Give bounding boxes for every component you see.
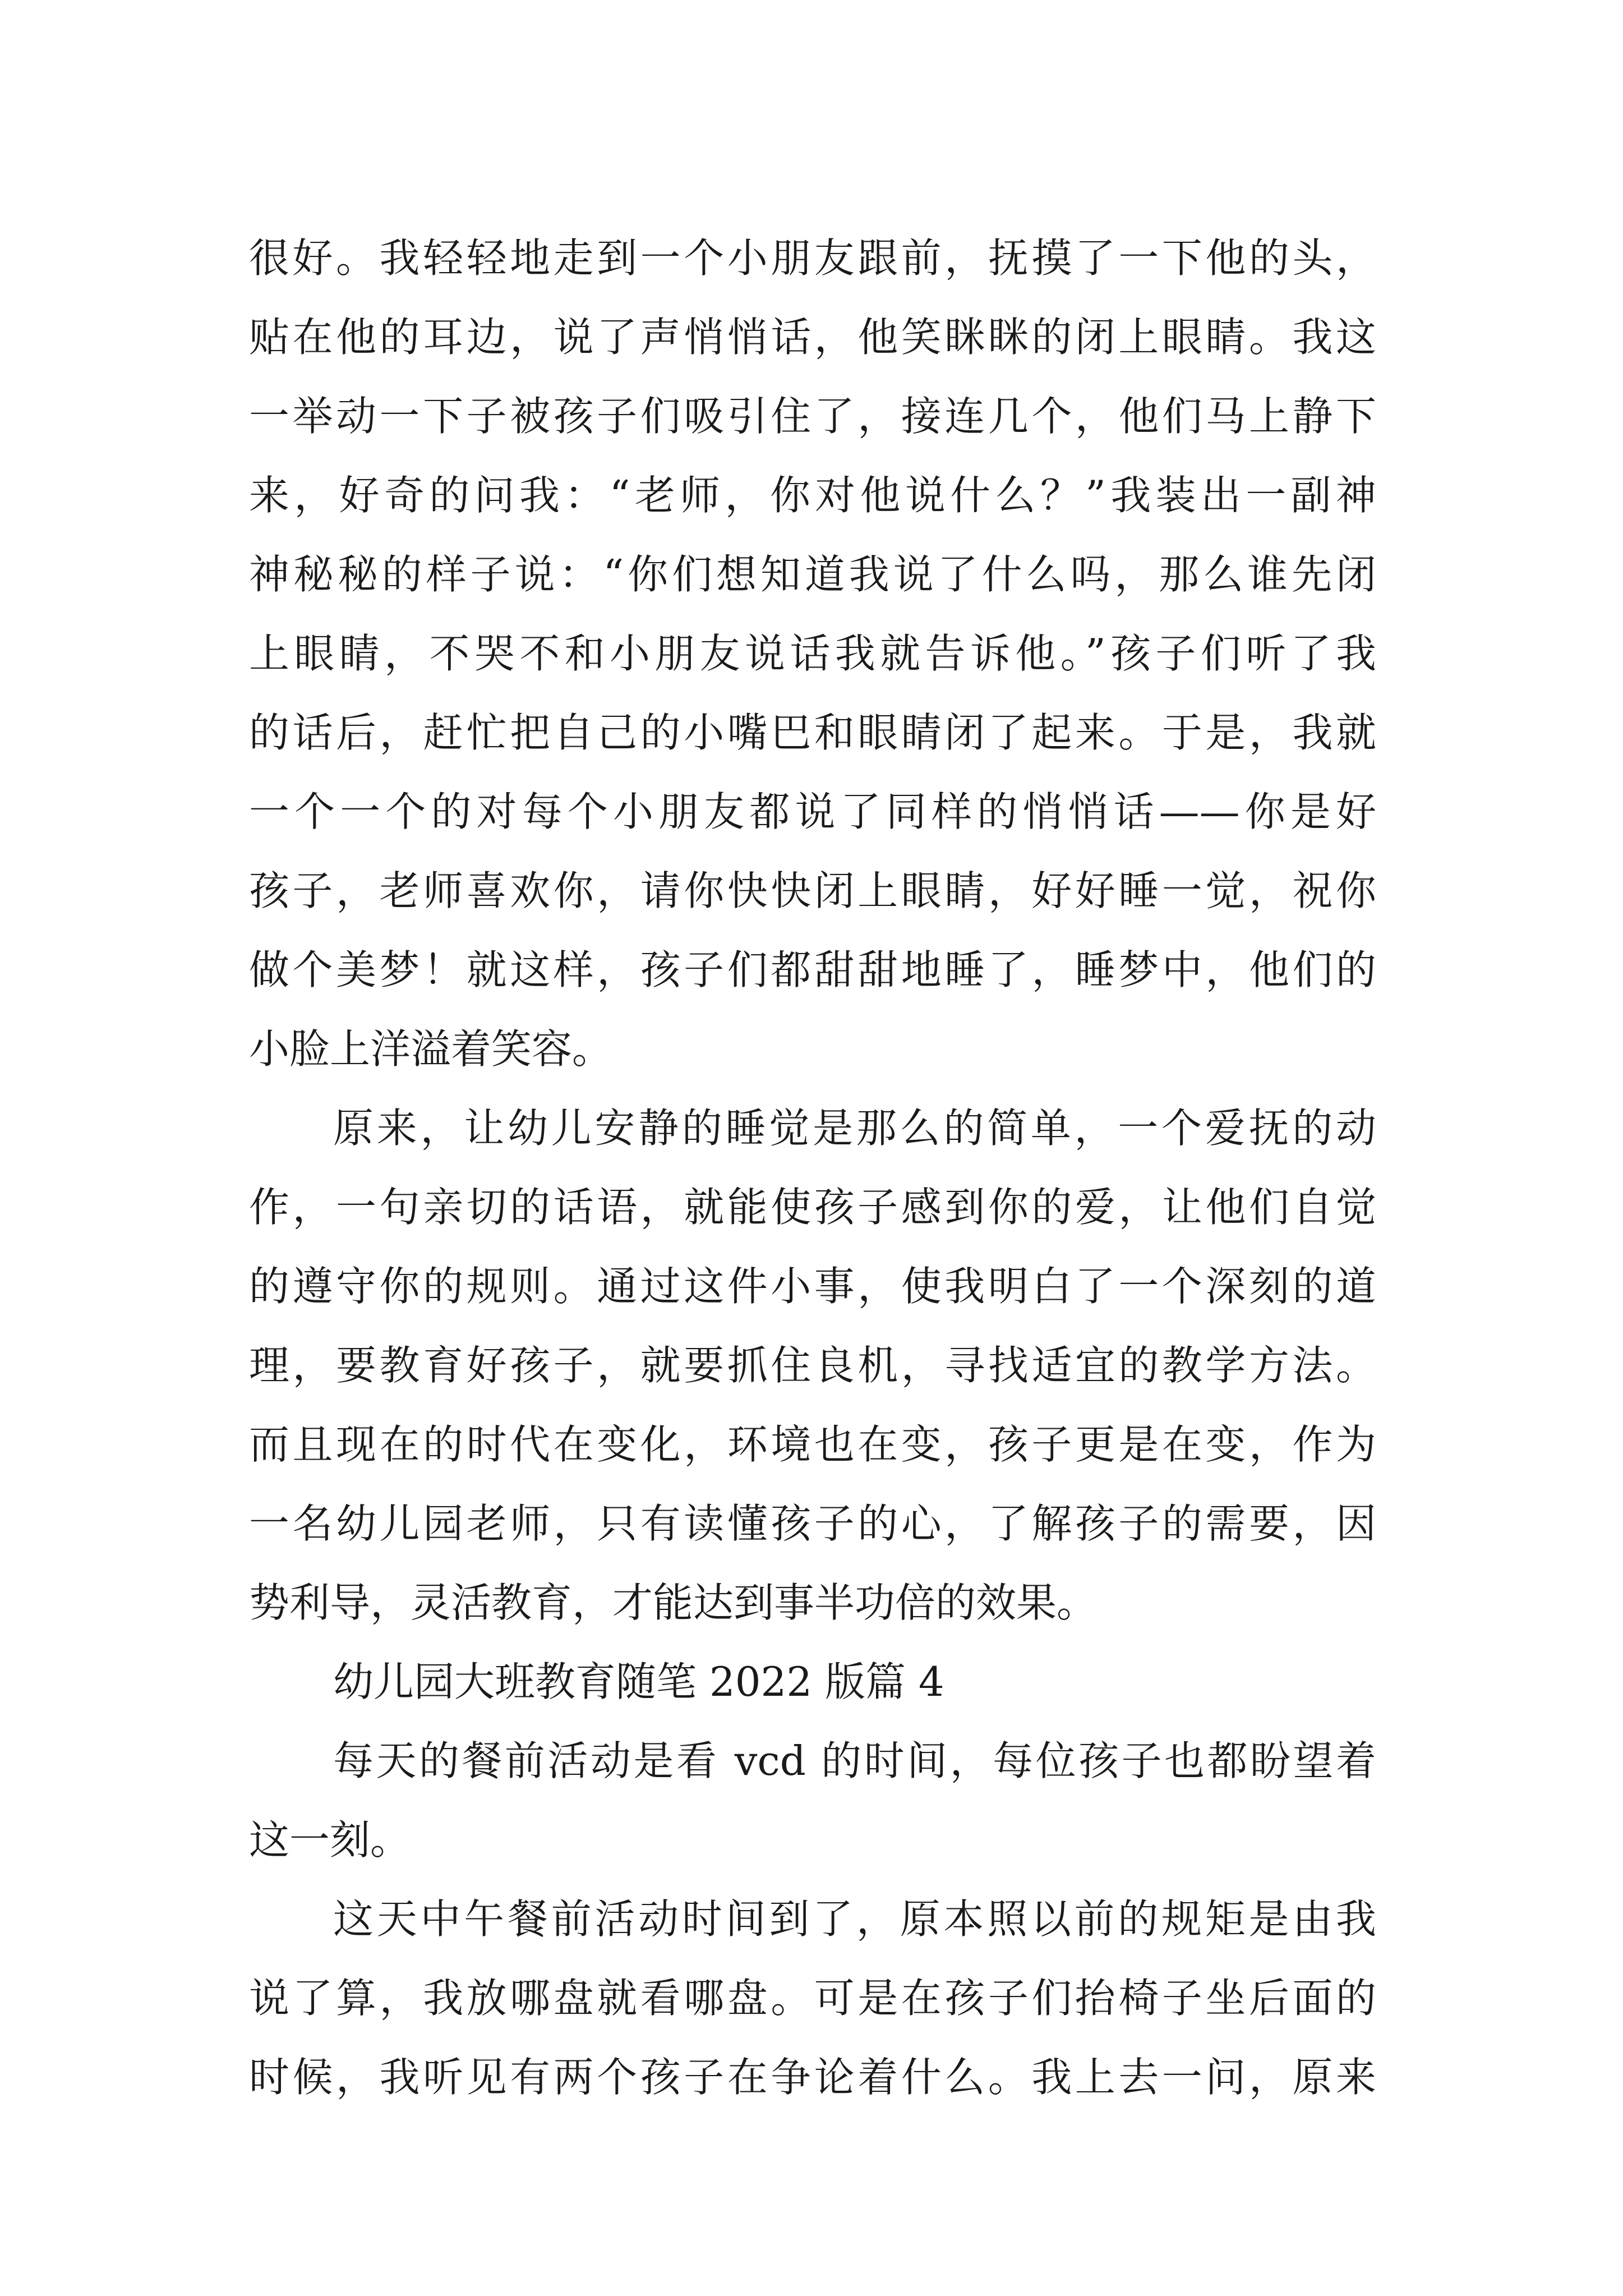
paragraph-line: 很好。我轻轻地走到一个小朋友跟前，抚摸了一下他的头， bbox=[249, 234, 1376, 282]
paragraph-line: 理，要教育好孩子，就要抓住良机，寻找适宜的教学方法。 bbox=[249, 1342, 1376, 1389]
paragraph-line: 上眼睛，不哭不和小朋友说话我就告诉他。”孩子们听了我 bbox=[249, 630, 1376, 677]
paragraph-line: 的话后，赶忙把自己的小嘴巴和眼睛闭了起来。于是，我就 bbox=[249, 709, 1376, 756]
paragraph-line: 神秘秘的样子说：“你们想知道我说了什么吗，那么谁先闭 bbox=[249, 551, 1376, 598]
paragraph-line: 来，好奇的问我：“老师，你对他说什么？”我装出一副神 bbox=[249, 472, 1376, 519]
paragraph-line: 势利导，灵活教育，才能达到事半功倍的效果。 bbox=[249, 1579, 1098, 1626]
paragraph-line: 一举动一下子被孩子们吸引住了，接连几个，他们马上静下 bbox=[249, 393, 1376, 440]
paragraph-line: 说了算，我放哪盘就看哪盘。可是在孩子们抬椅子坐后面的 bbox=[249, 1975, 1376, 2022]
paragraph-line: 做个美梦！就这样，孩子们都甜甜地睡了，睡梦中，他们的 bbox=[249, 946, 1376, 993]
paragraph-line: 这一刻。 bbox=[249, 1816, 411, 1864]
paragraph-line: 孩子，老师喜欢你，请你快快闭上眼睛，好好睡一觉，祝你 bbox=[249, 867, 1376, 914]
paragraph-line: 一名幼儿园老师，只有读懂孩子的心，了解孩子的需要，因 bbox=[249, 1500, 1376, 1547]
paragraph-line: 一个一个的对每个小朋友都说了同样的悄悄话——你是好 bbox=[249, 788, 1376, 835]
section-heading: 幼儿园大班教育随笔 2022 版篇 4 bbox=[333, 1658, 944, 1705]
paragraph-line: 这天中午餐前活动时间到了，原本照以前的规矩是由我 bbox=[333, 1895, 1376, 1943]
paragraph-line: 每天的餐前活动是看 vcd 的时间，每位孩子也都盼望着 bbox=[333, 1737, 1376, 1784]
paragraph-line: 而且现在的时代在变化，环境也在变，孩子更是在变，作为 bbox=[249, 1421, 1376, 1468]
paragraph-line: 时候，我听见有两个孩子在争论着什么。我上去一问，原来 bbox=[249, 2054, 1376, 2101]
document-body bbox=[249, 219, 1376, 2117]
paragraph-line: 贴在他的耳边，说了声悄悄话，他笑眯眯的闭上眼睛。我这 bbox=[249, 314, 1376, 361]
paragraph-line: 原来，让幼儿安静的睡觉是那么的简单，一个爱抚的动 bbox=[333, 1105, 1376, 1152]
paragraph-line: 小脸上洋溢着笑容。 bbox=[249, 1025, 613, 1073]
paragraph-line: 的遵守你的规则。通过这件小事，使我明白了一个深刻的道 bbox=[249, 1263, 1376, 1310]
paragraph-line: 作，一句亲切的话语，就能使孩子感到你的爱，让他们自觉 bbox=[249, 1184, 1376, 1231]
